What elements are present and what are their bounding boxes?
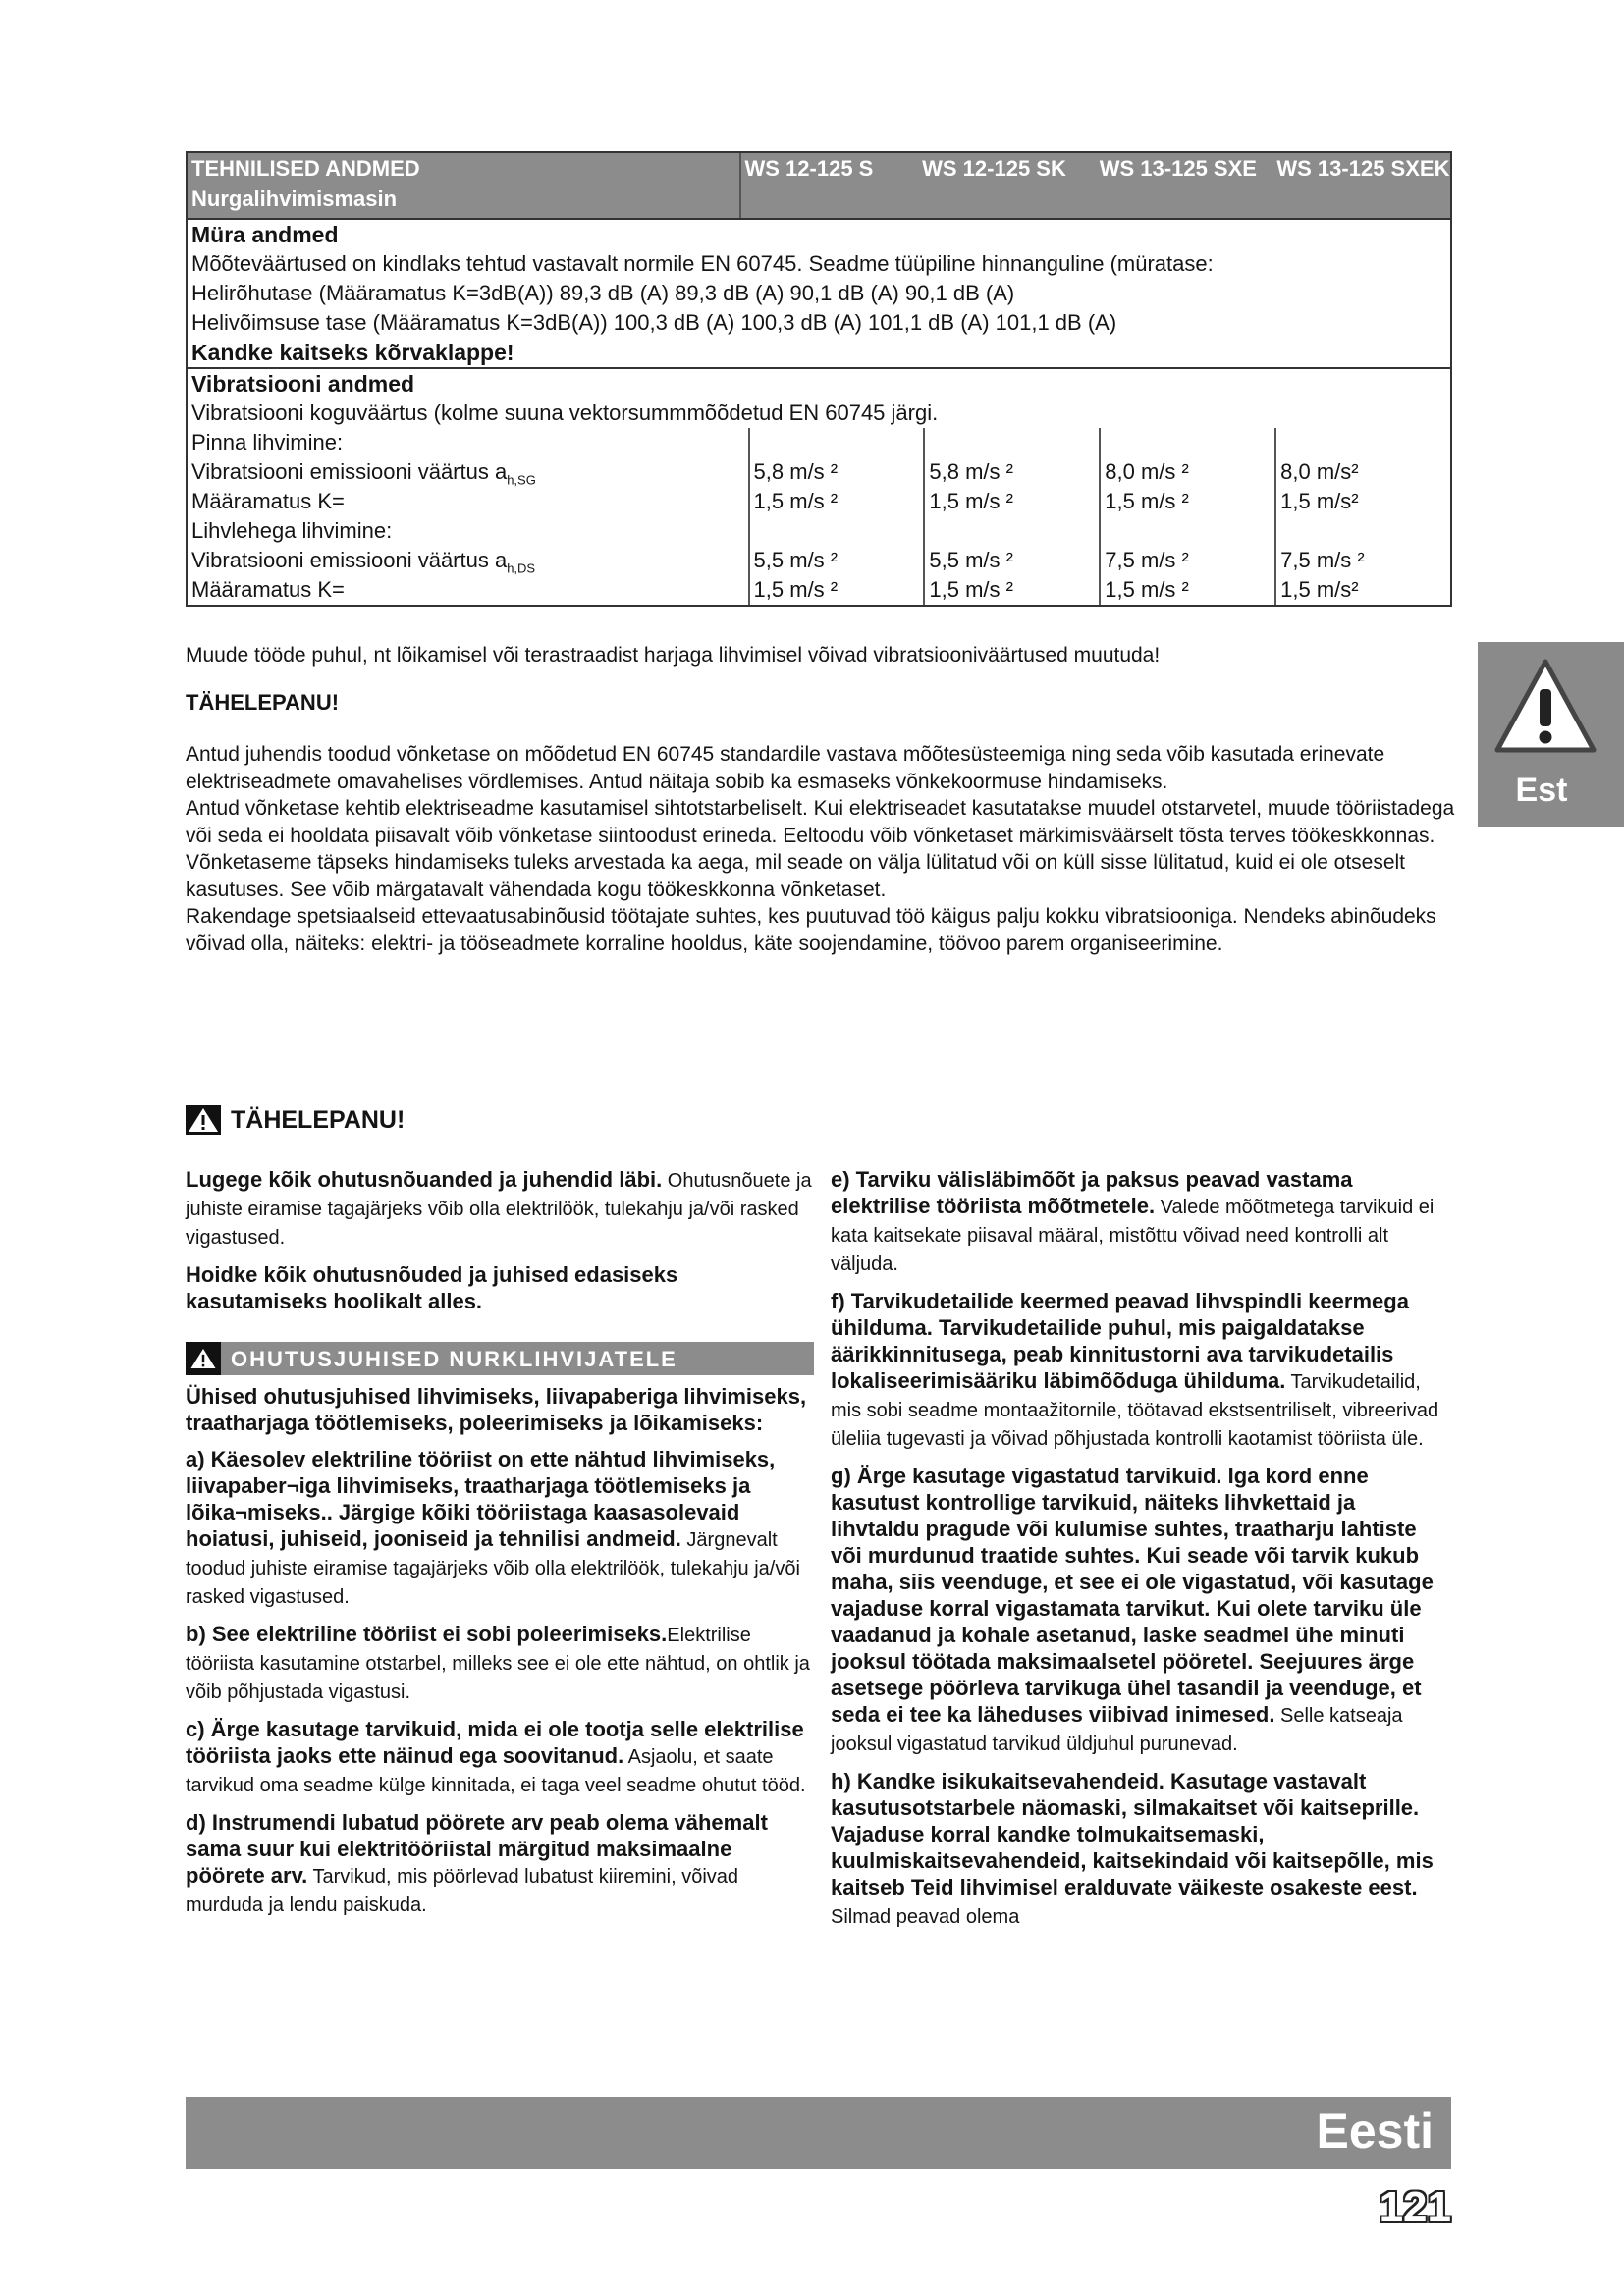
warning-heading	[186, 1105, 405, 1135]
table-cell: 1,5 m/s ²	[923, 487, 1099, 516]
table-cell: 1,5 m/s ²	[923, 575, 1099, 605]
item-a	[186, 1446, 814, 1611]
sound-pressure-row: Helirõhutase (Määramatus K=3dB(A)) 89,3 dB (A) 89,3 dB (A) 90,1 dB (A) 90,1 dB (A)	[191, 281, 1015, 305]
table-cell: 8,0 m/s ²	[1099, 457, 1274, 487]
attention-label: TÄHELEPANU!	[186, 690, 340, 715]
column-header: WS 13-125 SXE	[1099, 156, 1257, 181]
language-side-tab	[1478, 642, 1624, 827]
surface-grinding-label: Pinna lihvimine:	[191, 430, 344, 454]
spec-table	[186, 151, 1452, 607]
item-c	[186, 1716, 814, 1799]
item-f	[831, 1288, 1449, 1453]
attention-paragraph: Antud võnketase kehtib elektriseadme kasutamisel sihtotstarbeliselt. Kui elektriseadet kasutatakse muudel otstarvetel, muude tööriistadega või seda ei hooldata piisavalt võib võnketase siintoodust erineda. Eeltoodu võib võnketaset märkimisväärselt tõsta terves töökeskkonnas.	[186, 797, 1455, 847]
table-cell: 1,5 m/s ²	[748, 575, 924, 605]
table-row	[188, 516, 1450, 546]
table-header	[188, 153, 1450, 220]
body-text: Silmad peavad olema	[831, 1906, 1020, 1928]
bold-text: Lugege kõik ohutusnõuanded ja juhendid läbi.	[186, 1167, 663, 1192]
bold-text: d) Instrumendi lubatud pöörete arv peab olema vähemalt sama suur kui elektritööriistal märgitud maksimaalne pöörete arv.	[186, 1810, 768, 1888]
emission-subscript: h,DS	[507, 561, 536, 576]
safety-heading-bar	[186, 1342, 814, 1375]
footer-language: Eesti	[1316, 2104, 1434, 2159]
item-d	[186, 1809, 814, 1919]
column-header: WS 12-125 SK	[922, 156, 1066, 181]
bold-text: f) Tarvikudetailide keermed peavad lihvspindli keermega ühilduma. Tarvikudetailide puhul, mis paigaldatakse äärikkinnitusega, peab kinnitustorni ava tarvikudetailis lokaliseerimisääriku läbimõõduga ühilduma.	[831, 1289, 1409, 1393]
bold-text: h) Kandke isikukaitsevahendeid. Kasutage vastavalt kasutusotstarbele näomaski, silmakaitset või kaitseprille. Vajaduse korral kandke tolmukaitsemaski, kuulmiskaitsevahendeid, kaitsekindaid või kaitsepõlle, mis kaitseb Teid lihvimisel eralduvate väikeste osakeste eest.	[831, 1769, 1434, 1899]
page-number: 121	[1379, 2183, 1451, 2231]
item-h	[831, 1768, 1449, 1931]
bold-text: b) See elektriline tööriist ei sobi poleerimiseks.	[186, 1622, 668, 1646]
body-text: Tarvikud, mis pöörlevad lubatust kiiremini, võivad murduda ja lendu paiskuda.	[186, 1866, 739, 1916]
item-g	[831, 1463, 1449, 1758]
common-safety-heading: Ühised ohutusjuhised lihvimiseks, liivapaberiga lihvimiseks, traatharjaga töötlemiseks, poleerimiseks ja lõikamiseks:	[186, 1384, 807, 1435]
warning-triangle-icon	[186, 1105, 221, 1135]
vibration-note: Muude tööde puhul, nt lõikamisel või terastraadist harjaga lihvimisel võivad vibratsiooniväärtused muutuda!	[186, 644, 1161, 667]
sound-power-row: Helivõimsuse tase (Määramatus K=3dB(A)) 100,3 dB (A) 100,3 dB (A) 101,1 dB (A) 101,1 dB (A)	[191, 310, 1117, 335]
body-text: Valede mõõtmetega tarvikuid ei kata kaitsekate piisaval määral, mistõttu võivad need kontrolli alt väljuda.	[831, 1197, 1435, 1275]
body-text: Elektrilise tööriista kasutamine otstarbel, milleks see ei ole ette nähtud, on ohtlik ja võib põhjustada vigastusi.	[186, 1625, 810, 1703]
table-row	[188, 487, 1450, 516]
table-row	[188, 457, 1450, 487]
body-text: Tarvikudetailid, mis sobi seadme montaažitornile, töötavad ekstsentriliselt, vibreerivad üleliia tugevasti ja võivad põhjustada kontrolli kaotamist tööriista üle.	[831, 1371, 1439, 1450]
table-cell: 7,5 m/s ²	[1274, 546, 1450, 575]
keep-instructions: Hoidke kõik ohutusnõuded ja juhised edasiseks kasutamiseks hoolikalt alles.	[186, 1262, 678, 1313]
table-cell: 1,5 m/s ²	[748, 487, 924, 516]
vibration-section	[188, 369, 1450, 605]
noise-title: Müra andmed	[191, 222, 339, 247]
vibration-title: Vibratsiooni andmed	[191, 371, 415, 397]
table-cell: 5,5 m/s ²	[748, 546, 924, 575]
table-title: TEHNILISED ANDMED	[191, 156, 420, 181]
table-cell: 1,5 m/s ²	[1099, 487, 1274, 516]
ear-protection-note: Kandke kaitseks kõrvaklappe!	[191, 340, 514, 365]
body-text: Järgnevalt toodud juhiste eiramise tagajärjeks võib olla elektrilöök, tulekahju ja/või rasked vigastused.	[186, 1529, 800, 1608]
table-subtitle: Nurgalihvimismasin	[191, 187, 398, 211]
table-cell: 1,5 m/s ²	[1099, 575, 1274, 605]
warning-heading-label: TÄHELEPANU!	[231, 1105, 406, 1134]
table-cell: 8,0 m/s²	[1274, 457, 1450, 487]
noise-intro: Mõõteväärtused on kindlaks tehtud vastavalt normile EN 60745. Seadme tüüpiline hinnanguline (müratase:	[191, 251, 1214, 276]
vibration-intro: Vibratsiooni koguväärtus (kolme suuna vektorsummmõõdetud EN 60745 järgi.	[191, 400, 939, 425]
side-tab-label: Est	[1515, 772, 1568, 809]
left-column	[186, 1166, 814, 1929]
table-cell: 5,8 m/s ²	[923, 457, 1099, 487]
table-row	[188, 546, 1450, 575]
attention-paragraph: Võnketaseme täpseks hindamiseks tuleks arvestada ka aega, mil seade on välja lülitatud või on küll sisse lülitatud, kuid ei ole otseselt kasutuses. See võib märgatavalt vähendada kogu töökeskkonna võnketaset.	[186, 851, 1406, 901]
emission-label: Vibratsiooni emissiooni väärtus a	[191, 459, 508, 484]
bold-text: e) Tarviku välisläbimõõt ja paksus peavad vastama elektrilise tööriista mõõtmetele.	[831, 1167, 1353, 1218]
table-cell: 1,5 m/s²	[1274, 575, 1450, 605]
right-column	[831, 1166, 1449, 1941]
table-cell: 7,5 m/s ²	[1099, 546, 1274, 575]
item-b	[186, 1621, 814, 1706]
table-row	[188, 575, 1450, 605]
uncertainty-label: Määramatus K=	[191, 577, 345, 602]
warning-sign-icon	[1491, 656, 1599, 764]
table-cell: 1,5 m/s²	[1274, 487, 1450, 516]
read-instructions	[186, 1166, 814, 1252]
column-header: WS 12-125 S	[744, 156, 874, 181]
row-label	[188, 457, 748, 487]
noise-section	[188, 220, 1450, 369]
emission-label: Vibratsiooni emissiooni väärtus a	[191, 548, 508, 572]
emission-subscript: h,SG	[507, 472, 536, 488]
bold-text: g) Ärge kasutage vigastatud tarvikuid. Iga kord enne kasutust kontrollige tarvikuid, näiteks lihvkettaid ja lihvtaldu pragude või kulumise suhtes, traatharju lahtiste või murdunud traatide suhtes. Kui seade või tarvik kukub maha, siis veenduge, et see ei ole vigastatud, või kasutage vajaduse korral vigastamata tarvikut. Kui olete tarviku üle vaadanud ja kohale asetanud, laske seadmel ühe minuti jooksul töötada maksimaalsetel pööretel. Seejuures ärge asetsege pöörleva tarvikuga ühel tasandil ja veenduge, et seda ei tee ka läheduses viibivad inimesed.	[831, 1464, 1434, 1727]
footer-bar	[186, 2097, 1451, 2169]
attention-paragraph: Rakendage spetsiaalseid ettevaatusabinõusid töötajate suhtes, kes puutuvad töö käigus palju kokku vibratsiooniga. Nendeks abinõudeks võivad olla, näiteks: elektri- ja tööseadmete korraline hooldus, käte soojendamine, töövoo parem organiseerimine.	[186, 905, 1436, 955]
body-text: Ohutusnõuete ja juhiste eiramise tagajärjeks võib olla elektrilöök, tulekahju ja/või rasked vigastused.	[186, 1170, 812, 1249]
warning-triangle-icon	[186, 1342, 221, 1375]
table-cell: 5,8 m/s ²	[748, 457, 924, 487]
bold-text: c) Ärge kasutage tarvikuid, mida ei ole tootja selle elektrilise tööriista jaoks ette näinud ega soovitanud.	[186, 1717, 804, 1768]
body-text: Selle katseaja jooksul vigastatud tarvikud üldjuhul purunevad.	[831, 1705, 1403, 1755]
sanding-label: Lihvlehega lihvimine:	[191, 518, 393, 543]
table-row	[188, 428, 1450, 457]
attention-text	[186, 741, 1462, 957]
column-header: WS 13-125 SXEK	[1276, 156, 1450, 181]
uncertainty-label: Määramatus K=	[191, 489, 345, 513]
table-cell: 5,5 m/s ²	[923, 546, 1099, 575]
item-e	[831, 1166, 1449, 1278]
attention-paragraph: Antud juhendis toodud võnketase on mõõdetud EN 60745 standardile vastava mõõtesüsteemiga ning seda võib kasutada erinevate elektriseadmete omavahelises võrdlemises. Antud näitaja sobib ka esmaseks võnkekoormuse hindamiseks.	[186, 743, 1385, 793]
row-label	[188, 546, 748, 575]
bold-text: a) Käesolev elektriline tööriist on ette nähtud lihvimiseks, liivapaber¬iga lihvimiseks, traatharjaga töötlemiseks ja lõika¬miseks.. Järgige kõiki tööriistaga kaasasolevaid hoiatusi, juhiseid, jooniseid ja tehnilisi andmeid.	[186, 1447, 776, 1551]
body-text: Asjaolu, et saate tarvikud oma seadme külge kinnitada, ei taga veel seadme ohutut tööd.	[186, 1746, 806, 1796]
safety-heading: OHUTUSJUHISED NURKLIHVIJATELE	[231, 1346, 677, 1371]
